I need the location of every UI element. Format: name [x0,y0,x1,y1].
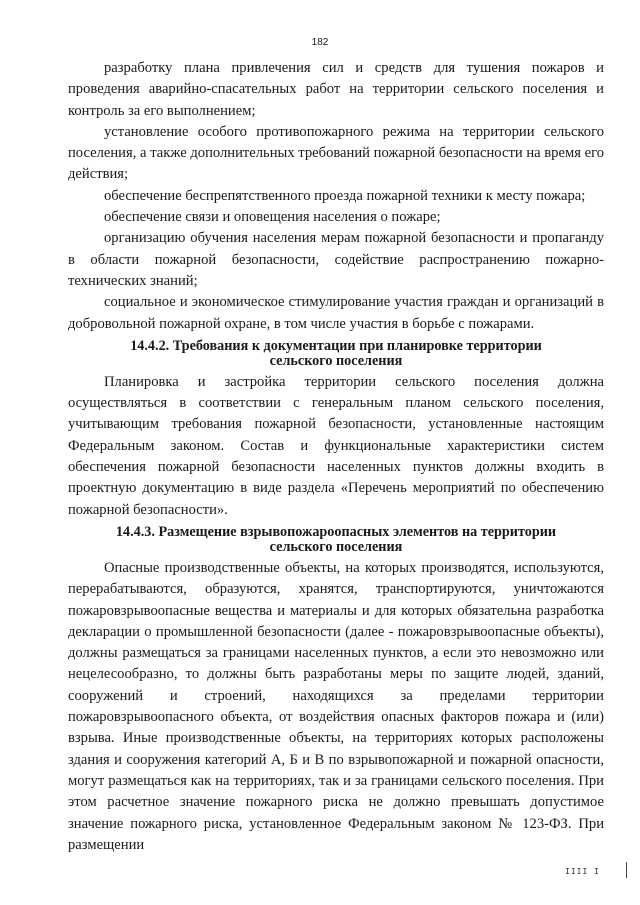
paragraph: социальное и экономическое стимулирование участия граждан и организаций в добровольной пожарной охране, в том числе участия в борьбе с пожарами. [68,294,604,332]
edge-mark [626,862,627,878]
paragraph: Опасные производственные объекты, на которых производятся, используются, перерабатываются, образуются, хранятся, транспортируются, уничтожаются пожаровзрывоопасные вещества и материалы и для которых обязательна разработка декларации о промышленной безопасности (далее - пожаровзрывоопасные объекты), должны размещаться за границами населенных пунктов, а если это невозможно или нецелесообразно, то должны быть разработаны меры по защите людей, зданий, сооружений и строений, находящихся за пределами территории пожаровзрывоопасного объекта, от воздействия опасных факторов пожара и (или) взрыва. Иные производственные объекты, на территориях которых расположены здания и сооружения категорий А, Б и В по взрывопожарной и пожарной опасности, могут размещаться как на территориях, так и за границами сельского поселения. При этом расчетное значение пожарного риска не должно превышать допустимое значение пожарного риска, установленное Федеральным законом № 123-ФЗ. При размещении [68,559,604,853]
section-heading [68,525,604,556]
paragraph: организацию обучения населения мерам пожарной безопасности и пропаганду в области пожарной безопасности, содействие распространению пожарно-технических знаний; [68,230,604,289]
section-heading-line: 14.4.2. Требования к документации при планировке территории [130,337,542,354]
section-heading [68,339,604,370]
paragraph: установление особого противопожарного режима на территории сельского поселения, а также дополнительных требований пожарной безопасности на время его действия; [68,123,604,183]
section-heading-line: сельского поселения [269,353,403,370]
paragraph: обеспечение связи и оповещения населения о пожаре; [104,209,441,226]
paragraph: Планировка и застройка территории сельского поселения должна осуществляться в соответствии с генеральным планом сельского поселения, учитывающим требования пожарной безопасности, установленные настоящим Федеральным законом. Состав и функциональные характеристики систем обеспечения пожарной безопасности населенных пунктов должны входить в проектную документацию в виде раздела «Перечень мероприятий по обеспечению пожарной безопасности». [68,373,604,518]
paragraph: обеспечение беспрепятственного проезда пожарной техники к месту пожара; [104,187,586,204]
scan-mark: IIII I [565,867,600,876]
paragraph: разработку плана привлечения сил и средств для тушения пожаров и проведения аварийно-спасательных работ на территории сельского поселения и контроль за его выполнением; [68,60,604,119]
section-heading-line: сельского поселения [269,539,403,556]
page-number: 182 [311,37,329,48]
document-body [68,58,604,856]
section-heading-line: 14.4.3. Размещение взрывопожароопасных элементов на территории [115,523,557,540]
